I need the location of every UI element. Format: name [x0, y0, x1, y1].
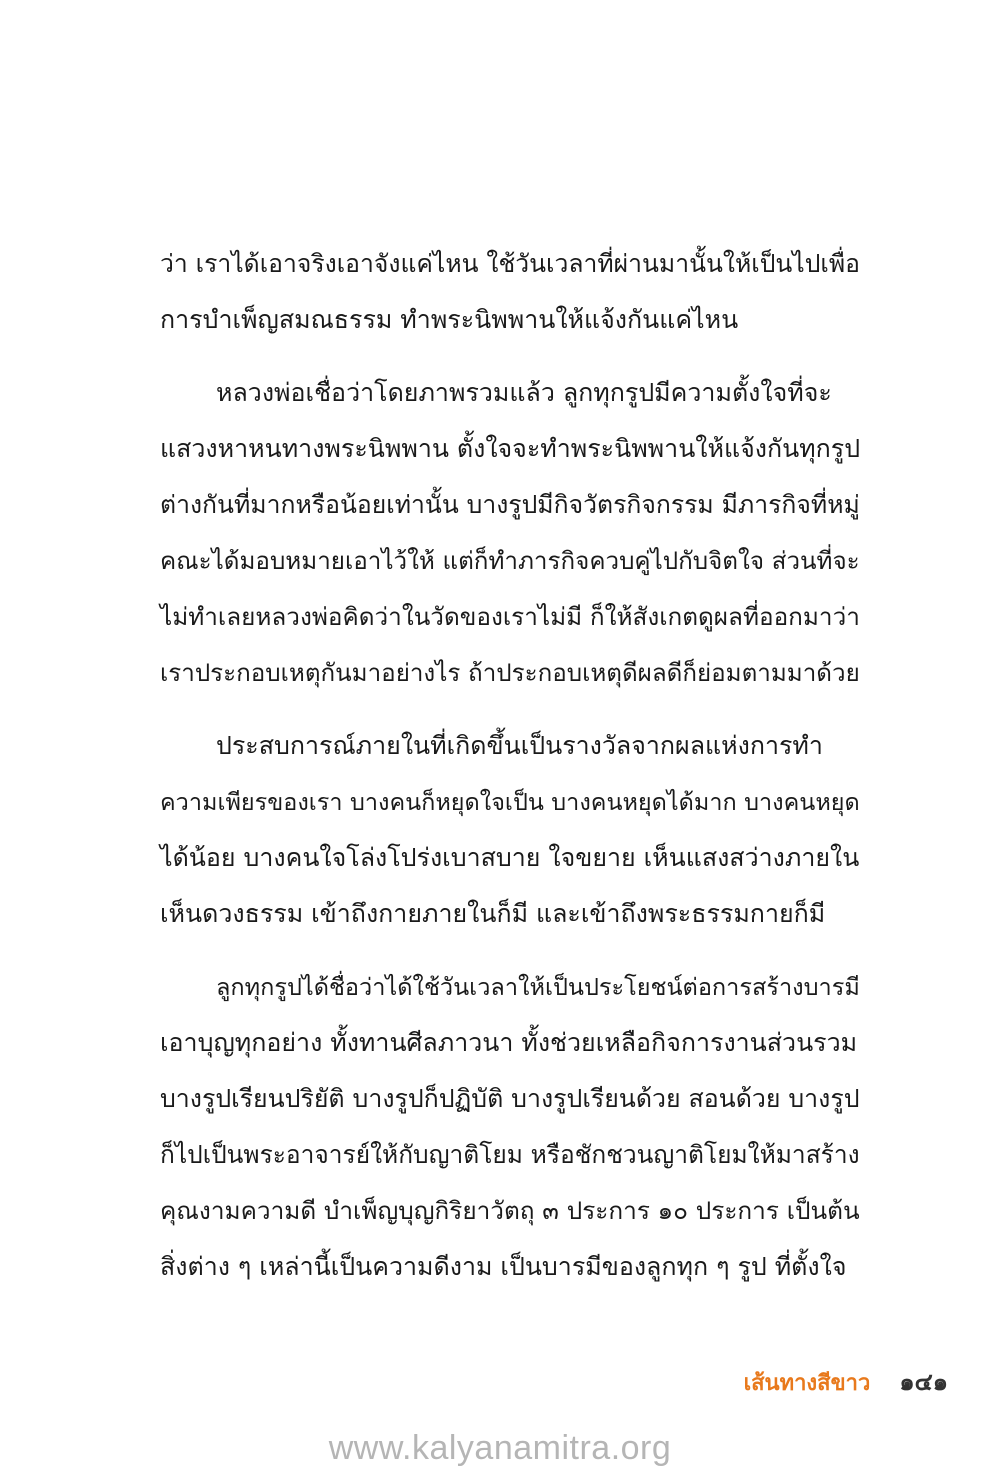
text-line: ไม่ทำเลยหลวงพ่อคิดว่าในวัดของเราไม่มี ก็ให้สังเกตดูผลที่ออกมาว่า: [160, 602, 860, 631]
text-line: หลวงพ่อเชื่อว่าโดยภาพรวมแล้ว ลูกทุกรูปมีความตั้งใจที่จะ: [216, 378, 832, 407]
text-line: ความเพียรของเรา บางคนก็หยุดใจเป็น บางคนหยุดได้มาก บางคนหยุด: [160, 788, 860, 816]
text-line: ว่า เราได้เอาจริงเอาจังแค่ไหน ใช้วันเวลาที่ผ่านมานั้นให้เป็นไปเพื่อ: [160, 249, 861, 278]
page-footer: [0, 1362, 948, 1402]
text-line: ประสบการณ์ภายในที่เกิดขึ้นเป็นรางวัลจากผลแห่งการทำ: [216, 731, 823, 760]
text-line: ก็ไปเป็นพระอาจารย์ให้กับญาติโยม หรือชักชวนญาติโยมให้มาสร้าง: [160, 1140, 860, 1169]
page-number: ๑๔๑: [899, 1368, 948, 1396]
text-line: ได้น้อย บางคนใจโล่งโปร่งเบาสบาย ใจขยาย เห็นแสงสว่างภายใน: [160, 843, 860, 872]
text-line: คณะได้มอบหมายเอาไว้ให้ แต่ก็ทำภารกิจควบคู่ไปกับจิตใจ ส่วนที่จะ: [160, 547, 860, 575]
text-line: ต่างกันที่มากหรือน้อยเท่านั้น บางรูปมีกิจวัตรกิจกรรม มีภารกิจที่หมู่: [160, 490, 860, 519]
text-line: แสวงหาหนทางพระนิพพาน ตั้งใจจะทำพระนิพพานให้แจ้งกันทุกรูป: [160, 434, 861, 463]
text-line: เห็นดวงธรรม เข้าถึงกายภายในก็มี และเข้าถึงพระธรรมกายก็มี: [160, 899, 826, 928]
text-line: สิ่งต่าง ๆ เหล่านี้เป็นความดีงาม เป็นบารมีของลูกทุก ๆ รูป ที่ตั้งใจ: [160, 1252, 847, 1281]
watermark-url: www.kalyanamitra.org: [328, 1429, 672, 1467]
book-title: เส้นทางสีขาว: [743, 1371, 871, 1396]
text-line: บางรูปเรียนปริยัติ บางรูปก็ปฏิบัติ บางรูปเรียนด้วย สอนด้วย บางรูป: [160, 1084, 860, 1113]
text-line: ลูกทุกรูปได้ชื่อว่าได้ใช้วันเวลาให้เป็นประโยชน์ต่อการสร้างบารมี: [216, 973, 860, 1001]
text-line: เราประกอบเหตุกันมาอย่างไร ถ้าประกอบเหตุดีผลดีก็ย่อมตามมาด้วย: [160, 659, 860, 687]
text-line: คุณงามความดี บำเพ็ญบุญกิริยาวัตถุ ๓ ประการ ๑๐ ประการ เป็นต้น: [160, 1196, 860, 1225]
text-line: การบำเพ็ญสมณธรรม ทำพระนิพพานให้แจ้งกันแค่ไหน: [160, 305, 739, 334]
text-line: เอาบุญทุกอย่าง ทั้งทานศีลภาวนา ทั้งช่วยเหลือกิจการงานส่วนรวม: [160, 1028, 858, 1057]
